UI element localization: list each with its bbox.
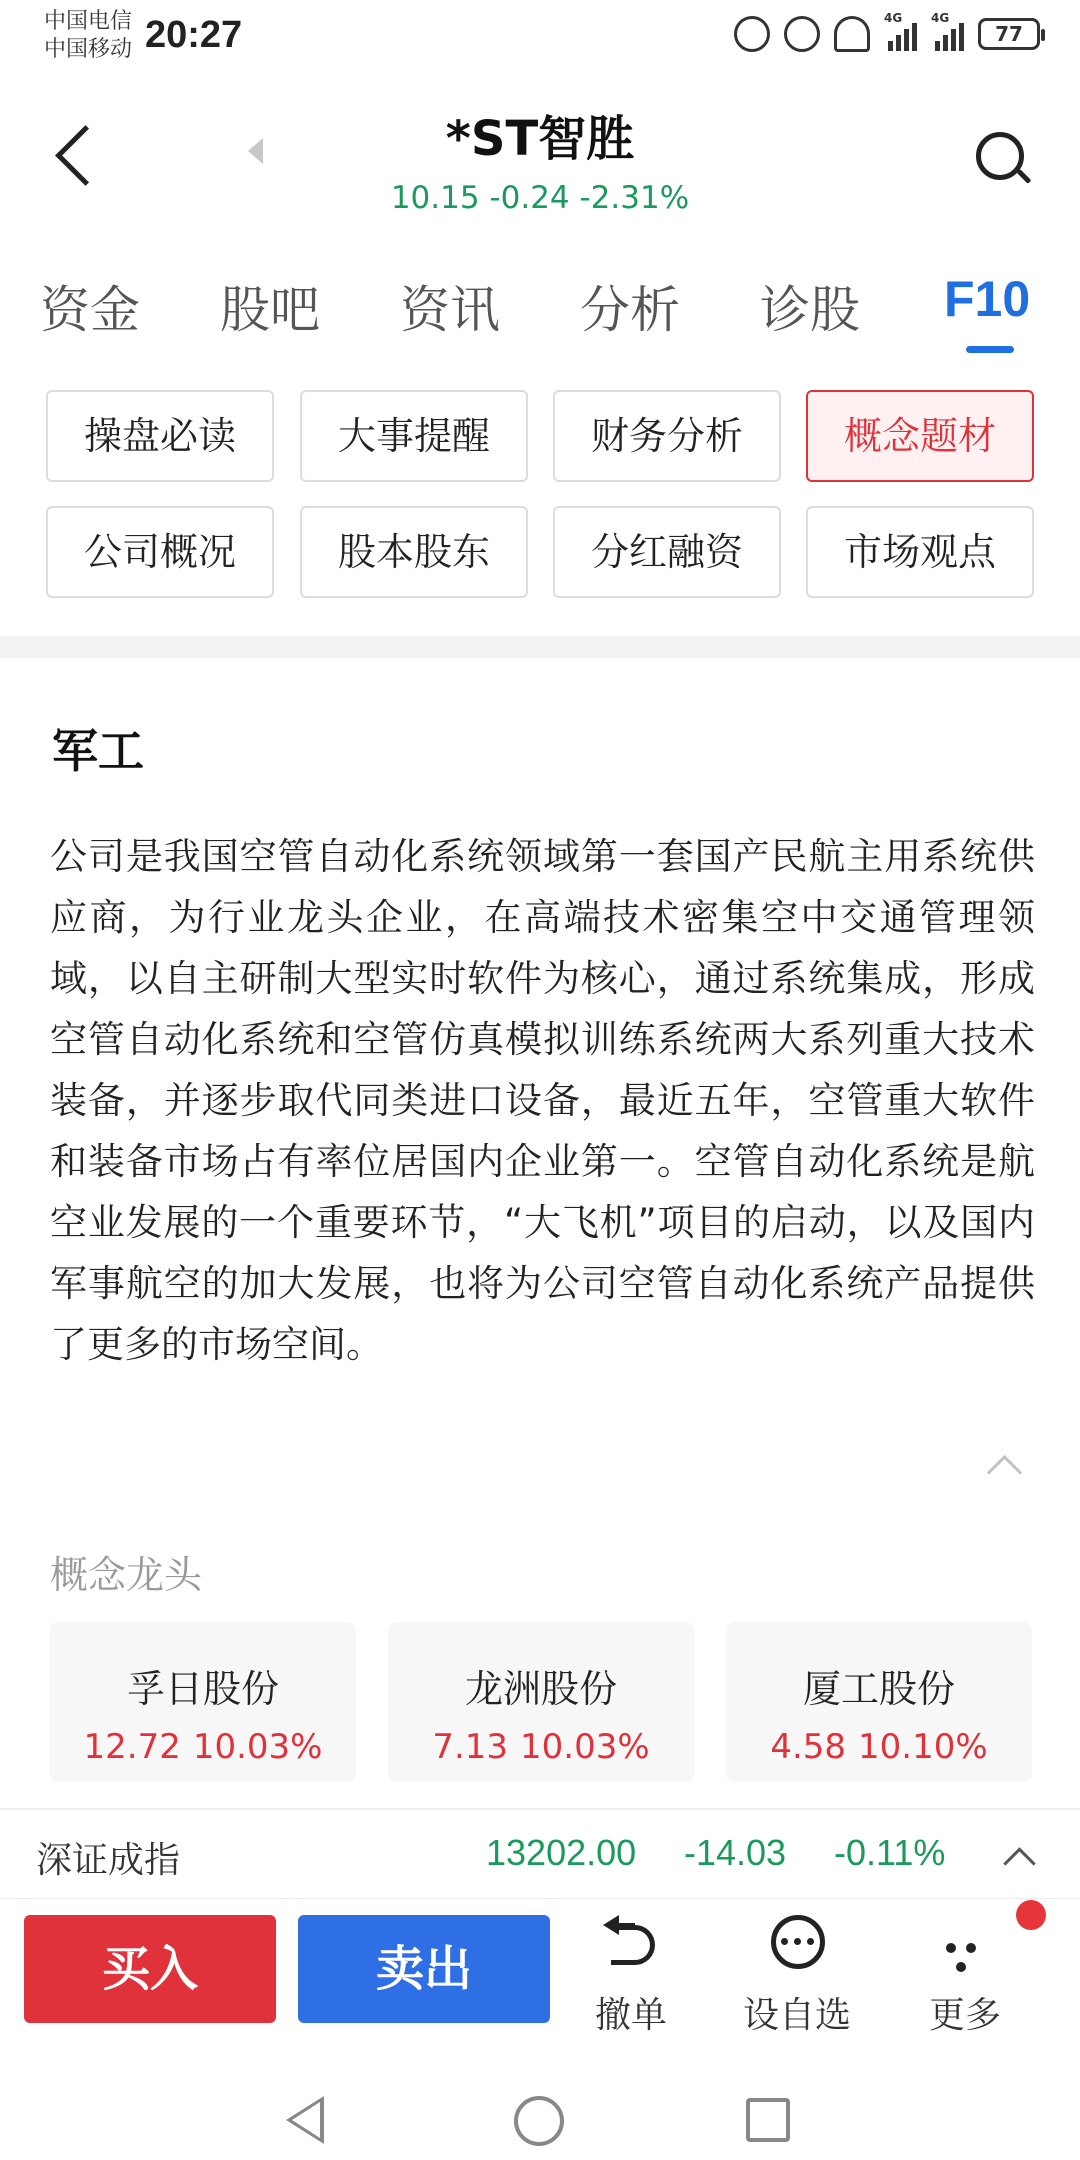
carrier-1: 中国电信 xyxy=(44,9,133,34)
leader-change: 10.03% xyxy=(520,1727,650,1767)
leader-name: 孚日股份 xyxy=(126,1667,279,1711)
leader-price: 12.72 xyxy=(83,1727,181,1767)
leader-change: 10.10% xyxy=(858,1727,988,1767)
leader-card[interactable] xyxy=(388,1622,694,1782)
status-icons xyxy=(734,11,1040,52)
index-value: 13202.00 xyxy=(486,1832,637,1873)
expand-chevron-up-icon[interactable] xyxy=(1004,1846,1032,1874)
status-time: 20:27 xyxy=(145,14,243,56)
wifi-icon xyxy=(834,16,870,52)
section-divider xyxy=(0,636,1080,658)
main-tabs xyxy=(0,260,1080,360)
buy-button[interactable]: 买入 xyxy=(24,1915,276,2023)
search-button[interactable] xyxy=(972,128,1036,192)
alarm-icon xyxy=(784,16,820,52)
nav-home-icon[interactable] xyxy=(514,2096,564,2146)
more-button[interactable] xyxy=(890,1907,1040,2037)
more-dots-icon xyxy=(935,1911,995,1971)
leader-name: 龙洲股份 xyxy=(464,1667,617,1711)
subtab-trading-guide[interactable]: 操盘必读 xyxy=(46,390,274,482)
subtab-financial-analysis[interactable]: 财务分析 xyxy=(553,390,781,482)
notification-badge xyxy=(1016,1900,1046,1930)
cancel-order-button[interactable] xyxy=(556,1907,706,2037)
data-usage-icon xyxy=(734,16,770,52)
tab-funds[interactable]: 资金 xyxy=(40,281,140,339)
bottom-toolbar xyxy=(0,1898,1080,2048)
leader-card[interactable] xyxy=(50,1622,356,1782)
concept-leaders-label: 概念龙头 xyxy=(50,1553,203,1597)
index-ticker-bar[interactable] xyxy=(0,1808,1080,1898)
subtab-shareholders[interactable]: 股本股东 xyxy=(300,506,528,598)
carrier-2: 中国移动 xyxy=(44,37,133,62)
tab-analysis[interactable]: 分析 xyxy=(580,281,680,339)
stock-quote: 10.15 -0.24 -2.31% xyxy=(390,180,690,216)
active-tab-indicator xyxy=(966,346,1014,353)
signal-icon-2 xyxy=(931,11,964,51)
network-type-1: 4G xyxy=(884,11,903,25)
status-bar xyxy=(0,0,1080,80)
tab-diagnosis[interactable]: 诊股 xyxy=(760,281,860,339)
more-label: 更多 xyxy=(928,1995,1001,2036)
undo-icon xyxy=(601,1911,661,1971)
subtab-company-profile[interactable]: 公司概况 xyxy=(46,506,274,598)
leader-change: 10.03% xyxy=(192,1727,323,1767)
battery-icon: 77 xyxy=(978,18,1040,50)
leader-card[interactable] xyxy=(726,1622,1032,1782)
system-nav-bar xyxy=(0,2060,1080,2160)
cancel-order-label: 撤单 xyxy=(594,1995,667,2036)
add-watchlist-label: 设自选 xyxy=(742,1995,851,2036)
sell-button[interactable]: 卖出 xyxy=(298,1915,550,2023)
watchlist-icon xyxy=(767,1911,827,1971)
tab-news[interactable]: 资讯 xyxy=(400,281,500,339)
add-watchlist-button[interactable] xyxy=(722,1907,872,2037)
leader-price: 7.13 xyxy=(432,1727,509,1767)
stock-title: *ST智胜 xyxy=(445,111,635,167)
signal-icon-1 xyxy=(884,11,917,51)
nav-recents-icon[interactable] xyxy=(746,2098,790,2142)
tab-f10[interactable]: F10 xyxy=(944,271,1031,327)
index-change-percent: -0.11% xyxy=(834,1832,946,1873)
leader-name: 厦工股份 xyxy=(802,1667,955,1711)
nav-back-icon[interactable] xyxy=(286,2096,324,2144)
collapse-chevron-up-icon[interactable] xyxy=(986,1448,1018,1480)
stock-header xyxy=(0,90,1080,230)
concept-title: 军工 xyxy=(52,724,144,778)
subtab-dividends-financing[interactable]: 分红融资 xyxy=(553,506,781,598)
leader-price: 4.58 xyxy=(770,1727,847,1767)
index-name: 深证成指 xyxy=(36,1840,181,1881)
subtab-event-reminder[interactable]: 大事提醒 xyxy=(300,390,528,482)
concept-description: 公司是我国空管自动化系统领域第一套国产民航主用系统供应商，为行业龙头企业，在高端技术密集空中交通管理领域，以自主研制大型实时软件为核心，通过系统集成，形成空管自动化系统和空管仿真模拟训练系统两大系列重大技术装备，并逐步取代同类进口设备，最近五年，空管重大软件和装备市场占有率位居国内企业第一。空管自动化系统是航空业发展的一个重要环节，“大飞机”项目的启动，以及国内军事航空的加大发展，也将为公司空管自动化系统产品提供了更多的市场空间。 xyxy=(50,835,1035,1366)
index-change: -14.03 xyxy=(684,1832,787,1873)
carrier-info xyxy=(44,8,132,64)
network-type-2: 4G xyxy=(931,11,950,25)
subtab-concept-themes[interactable]: 概念题材 xyxy=(806,390,1034,482)
tab-forum[interactable]: 股吧 xyxy=(220,281,320,339)
subtab-market-views[interactable]: 市场观点 xyxy=(806,506,1034,598)
